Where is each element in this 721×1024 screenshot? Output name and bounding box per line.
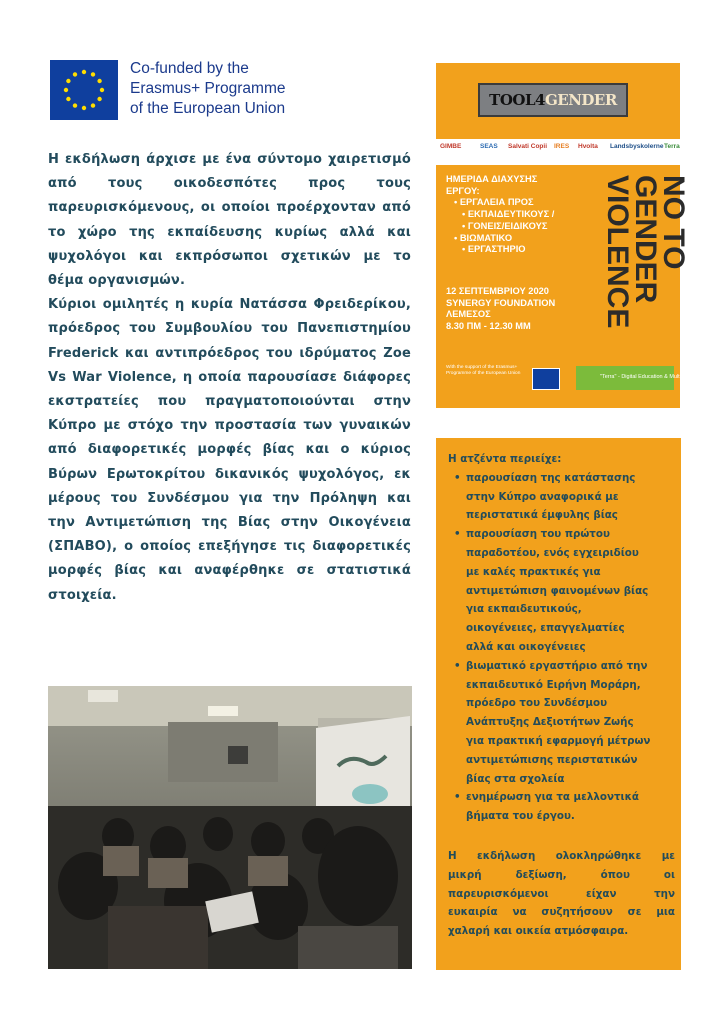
logo-line-3: of the European Union (130, 100, 286, 117)
poster-item-cont: • ΕΡΓΑΣΤΗΡΙΟ (454, 244, 596, 256)
poster-item-cont: • ΓΟΝΕΙΣ/ΕΙΔΙΚΟΥΣ (454, 221, 596, 233)
brand-gender: GENDER (544, 91, 617, 109)
paragraph-speakers: Κύριοι ομιλητές η κυρία Νατάσσα Φρειδερίκου, πρόεδρος του Συμβουλίου του Πανεπιστημίου Frederick και αντιπρόεδρος του ιδρύματος Zoe Vs War Violence, η οποία παρουσίασε διάφορες εκστρατείες που πραγματοποιούνται στην Κύπρο με στόχο την προστασία των γυναικών από διαφορετικές μορφές βίας και ο κύριος Βύρων Ερωτοκρίτου δικανικός ψυχολόγος, εκ μέρους του Συνδέσμου για την Πρόληψη και την Αντιμετώπιση της Βίας στην Οικογένεια (ΣΠΑΒΟ), ο οποίος επεξήγησε τις διαφορετικές μορφές βίας και αναφέρθηκε σε στατιστικά στοιχεία. (48, 297, 411, 603)
poster-date-location (446, 286, 555, 333)
closing-line: Η εκδήλωση ολοκληρώθηκε με (448, 849, 675, 862)
agenda-title: Η ατζέντα περιείχε: (448, 453, 562, 465)
partner-logos (436, 139, 680, 165)
poster-vertical-title (576, 171, 690, 351)
agenda-closing-text (448, 847, 675, 941)
agenda-item: • παρουσίαση της κατάστασης στην Κύπρο αναφορικά με περιστατικά έμφυλης βίας (454, 471, 636, 522)
poster-date-line: 12 ΣΕΠΤΕΜΒΡΙΟΥ 2020 (446, 286, 549, 296)
poster-item: • ΒΙΩΜΑΤΙΚΟ (454, 233, 596, 245)
partner-logo: GIMBE (440, 143, 462, 150)
poster-item-cont: • ΕΚΠΑΙΔΕΥΤΙΚΟΥΣ / (454, 209, 596, 221)
poster-date-line: SYNERGY FOUNDATION (446, 297, 556, 308)
tool4gender-logo (478, 83, 628, 117)
closing-line: μικρή δεξίωση, όπου οι (448, 868, 675, 881)
eu-flag-icon (532, 368, 560, 390)
poster-event-description (446, 174, 596, 256)
poster-date-line: 8.30 ΠΜ - 12.30 ΜΜ (446, 321, 531, 332)
closing-line: παρευρισκόμενοι είχαν την (448, 887, 675, 900)
partner-logo: Hvolta (578, 143, 598, 150)
partner-logo: Landsbyskolerne (610, 143, 664, 150)
vertical-title-line: VIOLENCE (601, 175, 634, 329)
partner-logo: Terra (664, 143, 680, 150)
agenda-item: • ενημέρωση για τα μελλοντικά βήματα του έργου. (454, 791, 639, 823)
paragraph-intro: Η εκδήλωση άρχισε με ένα σύντομο χαιρετισμό από τους οικοδεσπότες προς τους παρευρισκόμενους, οι οποίοι προέρχονταν από το χώρο της εκπαίδευσης κυρίως αλλά και ψυχολόγοι και εκπρόσωποι σχετικών με το θέμα οργανισμών. (48, 152, 411, 289)
brand-tool: TOOL (489, 91, 536, 109)
poster-line: ΕΡΓΟΥ: (446, 185, 480, 196)
agenda-box (436, 438, 681, 970)
partner-logo: SEAS (480, 143, 498, 150)
event-poster (436, 63, 690, 408)
closing-line: χαλαρή και οικεία ατμόσφαιρα. (448, 925, 629, 938)
event-photo (48, 686, 412, 969)
terra-text: "Terra" - Digital Education & Multimix (600, 374, 690, 380)
logo-line-2: Erasmus+ Programme (130, 80, 286, 97)
vertical-title-line: GENDER (629, 175, 662, 304)
poster-date-line: ΛΕΜΕΣΟΣ (446, 309, 491, 320)
agenda-list (448, 469, 675, 826)
agenda-item: • παρουσίαση του πρώτου παραδοτέου, ενός εγχειριδίου με καλές πρακτικές για αντιμετώπιση φαινομένων βίας για εκπαιδευτικούς, οικογένειες, επαγγελματίες αλλά και οικογένειες (454, 528, 649, 653)
closing-line: ευκαιρία να συζητήσουν σε μια (448, 906, 675, 919)
poster-support-text: With the support of the Erasmus+ Programme of the European Union (446, 365, 521, 376)
partner-logo: Salvati Copii (508, 143, 548, 150)
poster-item: • ΕΡΓΑΛΕΙΑ ΠΡΟΣ (454, 197, 596, 209)
agenda-item: • βιωματικό εργαστήριο από την εκπαιδευτικό Ειρήνη Μοράρη, πρόεδρο του Συνδέσμου Ανάπτυξης Δεξιοτήτων Ζωής για πρακτική εφαρμογή μέτρων αντιμετώπισης περιστατικών βίας στα σχολεία (454, 659, 651, 785)
logo-line-1: Co-funded by the (130, 60, 249, 77)
vertical-title-line: NO TO (657, 175, 690, 270)
partner-logo: IRES (554, 143, 570, 150)
eu-cofunded-logo (50, 59, 286, 123)
main-article-text (48, 148, 411, 608)
brand-four: 4 (535, 91, 545, 109)
terra-logo (576, 366, 690, 390)
eu-flag-icon (50, 60, 118, 120)
poster-line: ΗΜΕΡΙΔΑ ΔΙΑΧΥΣΗΣ (446, 174, 538, 184)
